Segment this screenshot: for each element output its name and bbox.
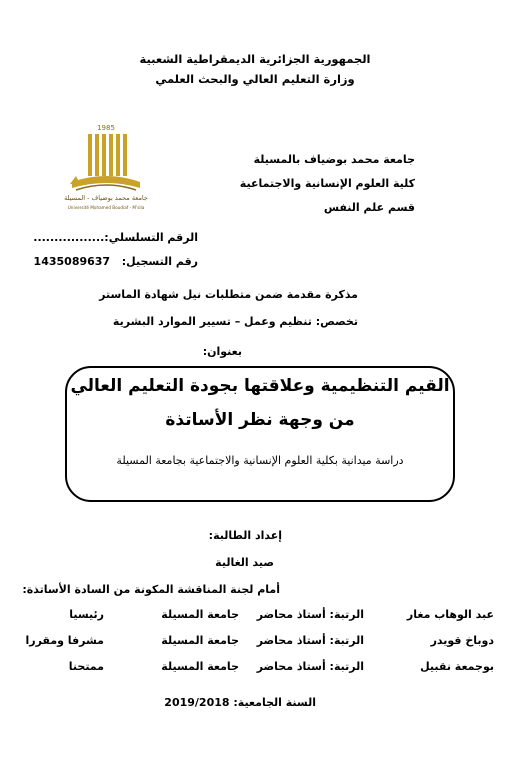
thesis-title-box (65, 366, 455, 502)
faculty-name: كلية العلوم الإنسانية والاجتماعية (239, 177, 415, 190)
student-label: إعداد الطالبة: (208, 529, 282, 542)
registration-number: 1435089637 (33, 255, 111, 268)
student-name: صيد الغالية (215, 556, 274, 569)
committee-member-row (14, 634, 494, 652)
specialty: تخصص: تنظيم وعمل – تسيير الموارد البشرية (112, 315, 358, 328)
academic-year: السنة الجامعية: 2019/2018 (164, 696, 316, 709)
member-rank: الرتبة: أستاذ محاضر (256, 660, 364, 673)
serial-number-label: الرقم التسلسلي:................. (33, 231, 198, 244)
department-name: قسم علم النفس (323, 201, 415, 214)
member-role: مشرفا ومقررا (25, 634, 104, 647)
thesis-subtitle: دراسة ميدانية بكلية العلوم الإنسانية والاجتماعية بجامعة المسيلة (116, 454, 404, 467)
registration-row (34, 255, 198, 268)
republic-title: الجمهورية الجزائرية الديمقراطية الشعبية (139, 52, 371, 66)
title-label: بعنوان: (202, 345, 242, 358)
committee-member-row (14, 608, 494, 626)
registration-label: رقم التسجيل: (121, 255, 198, 268)
member-role: ممتحنا (68, 660, 104, 673)
member-name: عبد الوهاب مغار (406, 608, 494, 621)
logo-year: 1985 (97, 124, 115, 132)
member-rank: الرتبة: أستاذ محاضر (256, 608, 364, 621)
member-university: جامعة المسيلة (161, 660, 239, 673)
member-name: دوباخ قويدر (430, 634, 494, 647)
committee-heading: أمام لجنة المناقشة المكونة من السادة الأساتذة: (22, 583, 280, 596)
member-name: بوجمعة نقبيل (420, 660, 494, 673)
memo-statement: مذكرة مقدمة ضمن متطلبات نيل شهادة الماستر (99, 288, 358, 301)
university-logo (58, 118, 154, 214)
member-university: جامعة المسيلة (161, 608, 239, 621)
thesis-title-line2: من وجهة نظر الأساتذة (165, 410, 355, 430)
member-university: جامعة المسيلة (161, 634, 239, 647)
thesis-title-line1: القيم التنظيمية وعلاقتها بجودة التعليم العالي (70, 376, 450, 396)
university-logo-icon (58, 118, 154, 214)
ministry-title: وزارة التعليم العالي والبحث العلمي (155, 72, 355, 86)
committee-member-row (14, 660, 494, 678)
member-rank: الرتبة: أستاذ محاضر (256, 634, 364, 647)
university-name: جامعة محمد بوضياف بالمسيلة (253, 153, 415, 166)
member-role: رئيسيا (69, 608, 104, 621)
logo-name-fr: Université Mohamed Boudiaf - M'sila (67, 205, 145, 210)
logo-name-ar: جامعة محمد بوضياف - المسيلة (64, 194, 148, 202)
